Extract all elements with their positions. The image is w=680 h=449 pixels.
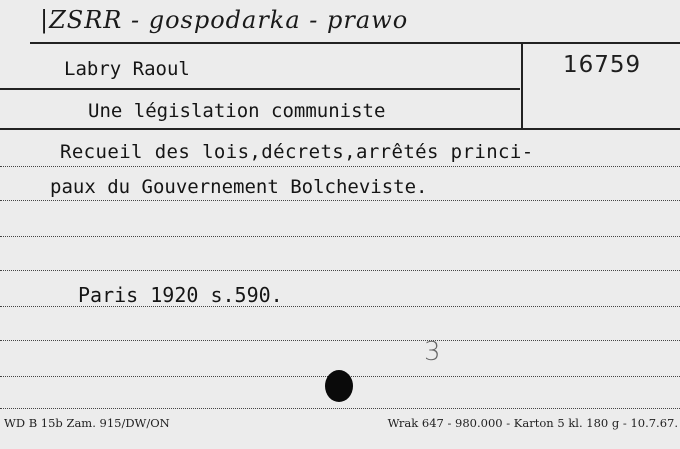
pencil-mark: 3 <box>424 337 441 367</box>
number-box-divider <box>521 42 523 130</box>
author-rule <box>0 88 520 90</box>
title-rule <box>0 128 680 130</box>
ruling-line <box>0 340 680 341</box>
ruling-line <box>0 200 680 201</box>
book-title: Une législation communiste <box>88 100 386 122</box>
ruling-line <box>0 270 680 271</box>
subtitle-line-1: Recueil des lois,décrets,arrêtés princi- <box>60 141 534 163</box>
subtitle-line-2: paux du Gouvernement Bolcheviste. <box>50 176 428 198</box>
punch-hole <box>325 370 353 402</box>
ruling-line <box>0 408 680 409</box>
ruling-line <box>0 236 680 237</box>
top-rule <box>30 42 680 44</box>
publication-info: Paris 1920 s.590. <box>78 283 283 307</box>
catalog-number: 16759 <box>563 52 642 78</box>
footer-left-note: WD B 15b Zam. 915/DW/ON <box>4 416 170 430</box>
ruling-line <box>0 166 680 167</box>
author-name: Labry Raoul <box>64 58 190 80</box>
handwritten-subject-heading: |ZSRR - gospodarka - prawo <box>40 6 409 34</box>
footer-right-note: Wrak 647 - 980.000 - Karton 5 kl. 180 g - 10.7.67. <box>387 416 678 430</box>
